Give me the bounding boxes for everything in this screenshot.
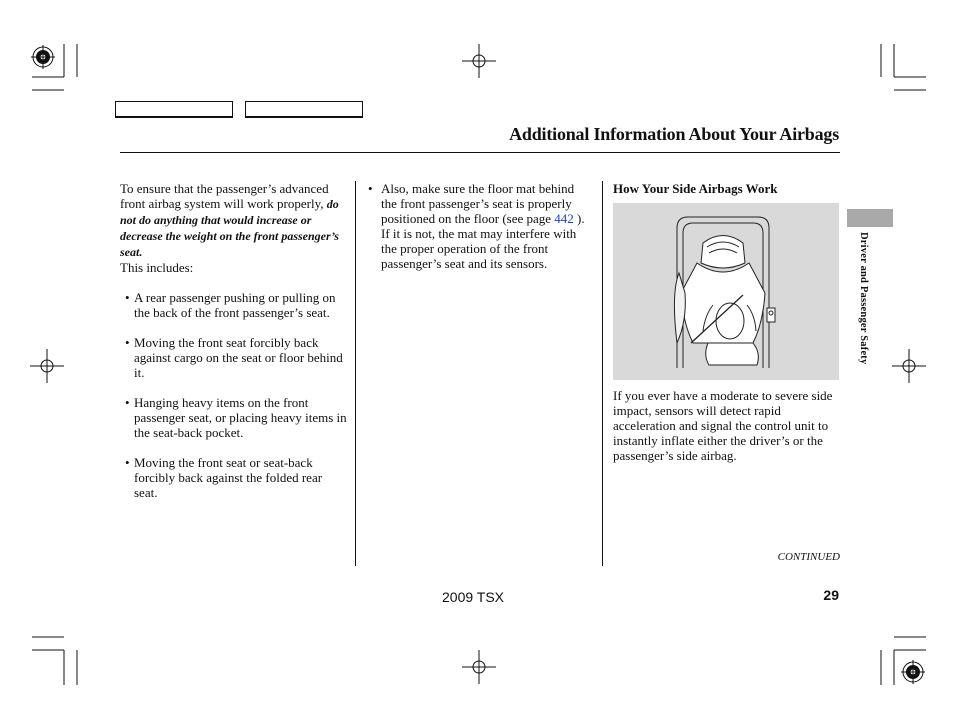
list-item: • Also, make sure the floor mat behind the front passenger’s seat is properly positioned on the floor (see page 442 ). If it is not, the mat may interfere with the proper operation of the front passenger’s seat and its sensors. bbox=[368, 181, 585, 271]
registration-starburst-icon bbox=[31, 45, 55, 69]
section-heading: How Your Side Airbags Work bbox=[613, 181, 778, 196]
section-label: Driver and Passenger Safety bbox=[858, 232, 869, 365]
bullet-icon: • bbox=[125, 335, 130, 350]
intro-text: To ensure that the passenger’s advanced front airbag system will work properly, bbox=[120, 181, 329, 211]
bullet-icon: • bbox=[125, 455, 130, 470]
bullet-icon: • bbox=[125, 395, 130, 410]
page-link[interactable]: 442 bbox=[554, 211, 574, 226]
warning-text: do not do anything that would increase or decrease the weight on the front passenger’s seat. bbox=[120, 197, 339, 259]
side-airbag-paragraph: If you ever have a moderate to severe side impact, sensors will detect rapid acceleration and signal the control unit to instantly inflate either the driver’s or the passenger’s side airbag. bbox=[613, 388, 833, 463]
left-column bbox=[120, 181, 348, 500]
nav-box-next[interactable] bbox=[245, 101, 363, 118]
column-divider bbox=[602, 181, 603, 566]
bullet-icon: • bbox=[125, 290, 130, 305]
middle-column bbox=[367, 181, 593, 271]
registration-starburst-icon bbox=[901, 660, 925, 684]
section-tab[interactable] bbox=[847, 209, 893, 227]
column-divider bbox=[355, 181, 356, 566]
list-item: • Moving the front seat or seat-back forcibly back against the folded rear seat. bbox=[120, 455, 348, 500]
list-item: • Moving the front seat forcibly back against cargo on the seat or floor behind it. bbox=[120, 335, 348, 380]
intro-paragraph bbox=[120, 181, 348, 260]
continued-label: CONTINUED bbox=[777, 551, 840, 563]
includes-text: This includes: bbox=[120, 260, 194, 275]
list-item: • A rear passenger pushing or pulling on the back of the front passenger’s seat. bbox=[120, 290, 348, 320]
side-airbag-figure bbox=[613, 203, 839, 380]
nav-box-previous[interactable] bbox=[115, 101, 233, 118]
seat-airbag-diagram-icon bbox=[613, 203, 839, 380]
title-rule bbox=[120, 152, 840, 153]
page-title: Additional Information About Your Airbags bbox=[509, 124, 839, 144]
bullet-icon: • bbox=[368, 181, 373, 196]
model-label: 2009 TSX bbox=[442, 589, 505, 605]
page-number: 29 bbox=[823, 587, 839, 603]
list-item: • Hanging heavy items on the front passenger seat, or placing heavy items in the seat-back pocket. bbox=[120, 395, 348, 440]
